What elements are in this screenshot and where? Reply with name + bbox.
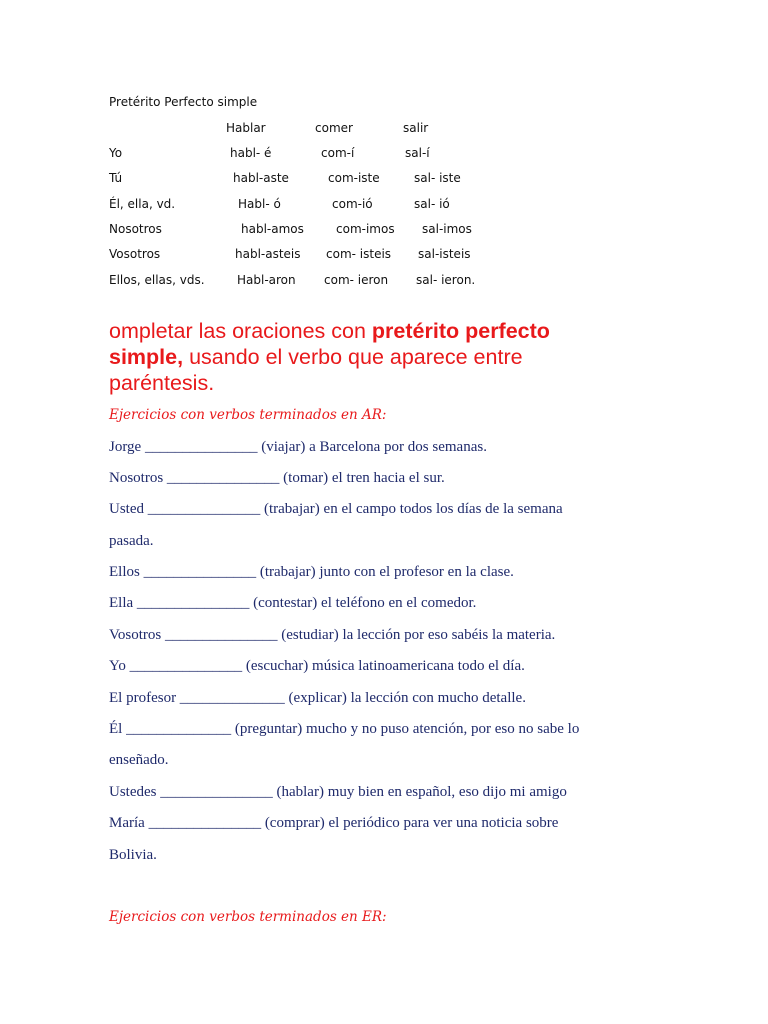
er-form: com-imos <box>336 222 395 236</box>
ar-form: Habl- ó <box>238 197 281 211</box>
exercise-line: Bolivia. <box>109 847 157 863</box>
exercise-line: Usted _______________ (trabajar) en el campo todos los días de la semana <box>109 501 563 517</box>
conjugation-row <box>0 273 768 289</box>
exercise-line: Ella _______________ (contestar) el teléfono en el comedor. <box>109 595 477 611</box>
er-form: com-ió <box>332 197 373 211</box>
ar-form: habl-aste <box>233 171 289 185</box>
ir-form: sal- iste <box>414 171 461 185</box>
conjugation-title: Pretérito Perfecto simple <box>109 95 258 109</box>
exercise-line: Jorge _______________ (viajar) a Barcelona por dos semanas. <box>109 439 487 455</box>
ar-form: habl-asteis <box>235 247 301 261</box>
pronoun: Vosotros <box>109 247 161 261</box>
ir-form: sal- ieron. <box>416 273 476 287</box>
er-form: com- isteis <box>326 247 392 261</box>
conjugation-row <box>0 146 768 162</box>
er-form: com-í <box>321 146 355 160</box>
ir-form: sal-imos <box>422 222 472 236</box>
exercise-line: Vosotros _______________ (estudiar) la lección por eso sabéis la materia. <box>109 627 556 643</box>
ir-form: sal- ió <box>414 197 450 211</box>
header-comer: comer <box>315 121 353 135</box>
conjugation-row <box>0 222 768 238</box>
conjugation-row <box>0 197 768 213</box>
exercise-line: Nosotros _______________ (tomar) el tren hacia el sur. <box>109 470 445 486</box>
conjugation-row <box>0 171 768 187</box>
pronoun: Nosotros <box>109 222 162 236</box>
ar-form: Habl-aron <box>237 273 296 287</box>
exercise-line: pasada. <box>109 533 154 549</box>
instruction-bold-text: pretérito perfecto simple, <box>109 319 550 369</box>
er-form: com-iste <box>328 171 380 185</box>
pronoun: Tú <box>109 171 123 185</box>
exercise-line: enseñado. <box>109 752 169 768</box>
exercise-line: Él ______________ (preguntar) mucho y no puso atención, por eso no sabe lo <box>109 721 580 737</box>
header-salir: salir <box>403 121 429 135</box>
exercise-instruction <box>109 318 609 396</box>
conjugation-header-row <box>0 121 768 137</box>
instruction-text-end: usando el verbo que aparece entre paréntesis. <box>109 345 523 395</box>
header-hablar: Hablar <box>226 121 266 135</box>
exercise-line: Yo _______________ (escuchar) música latinoamericana todo el día. <box>109 658 525 674</box>
pronoun: Ellos, ellas, vds. <box>109 273 205 287</box>
conjugation-row <box>0 247 768 263</box>
er-form: com- ieron <box>324 273 389 287</box>
section-title-er: Ejercicios con verbos terminados en ER: <box>109 909 387 925</box>
exercise-line: Ustedes _______________ (hablar) muy bien en español, eso dijo mi amigo <box>109 784 567 800</box>
pronoun: Él, ella, vd. <box>109 197 176 211</box>
ir-form: sal-í <box>405 146 430 160</box>
ir-form: sal-isteis <box>418 247 471 261</box>
instruction-text: ompletar las oraciones con <box>109 319 372 343</box>
exercise-line: El profesor ______________ (explicar) la lección con mucho detalle. <box>109 690 526 706</box>
ar-form: habl-amos <box>241 222 304 236</box>
exercise-line: Ellos _______________ (trabajar) junto con el profesor en la clase. <box>109 564 514 580</box>
section-title-ar: Ejercicios con verbos terminados en AR: <box>109 407 387 423</box>
ar-form: habl- é <box>230 146 272 160</box>
exercise-line: María _______________ (comprar) el periódico para ver una noticia sobre <box>109 815 559 831</box>
pronoun: Yo <box>109 146 123 160</box>
